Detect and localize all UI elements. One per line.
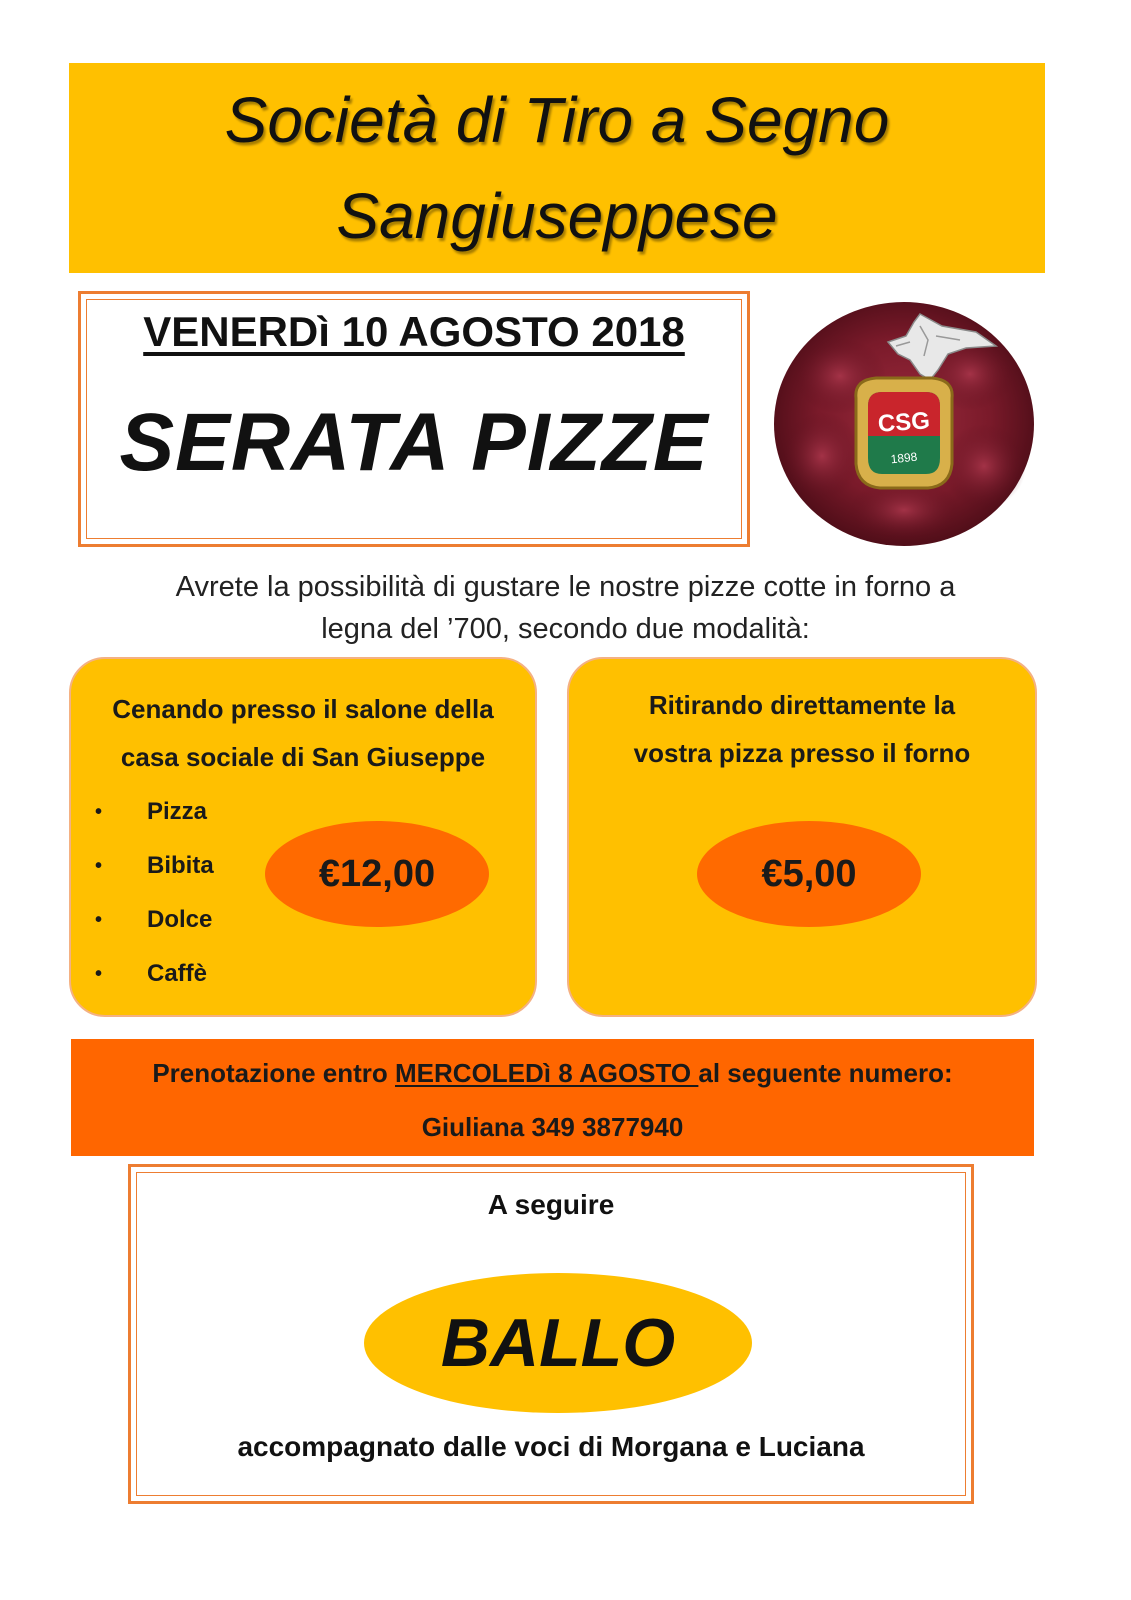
- bullet-icon: •: [95, 801, 103, 823]
- intro-line1: Avrete la possibilità di gustare le nostre pizze cotte in forno a: [175, 571, 956, 603]
- dine-in-price: €12,00: [265, 821, 489, 927]
- dance-follow-label: A seguire: [487, 1189, 615, 1220]
- csg-emblem-icon: [856, 378, 952, 488]
- club-name-line2: Sangiuseppese: [336, 180, 778, 252]
- header-banner: [69, 63, 1045, 273]
- takeaway-option-card: [567, 657, 1037, 1017]
- dance-title: BALLO: [364, 1273, 752, 1413]
- svg-text:CSG: CSG: [877, 407, 931, 438]
- intro-text: [60, 566, 1071, 650]
- booking-deadline: MERCOLEDì 8 AGOSTO: [395, 1058, 699, 1088]
- takeaway-title: Ritirando direttamente la vostra pizza presso il forno: [633, 690, 971, 768]
- bullet-icon: •: [95, 909, 103, 931]
- bullet-icon: •: [95, 963, 103, 985]
- takeaway-price: €5,00: [697, 821, 921, 927]
- event-title: SERATA PIZZE: [119, 397, 709, 488]
- svg-text:1898: 1898: [889, 449, 919, 467]
- event-date: VENERDì 10 AGOSTO 2018: [143, 308, 685, 355]
- booking-line: Prenotazione entro MERCOLEDì 8 AGOSTO al seguente numero:: [152, 1058, 953, 1088]
- intro-line2: legna del ’700, secondo due modalità:: [321, 613, 810, 645]
- club-name-line1: Società di Tiro a Segno: [224, 84, 890, 156]
- dine-in-option-card: Cenando presso il salone della casa sociale di San Giuseppe • Pizza • Bibita • Dolce • Caffè €12,00: [69, 657, 537, 1017]
- dance-box: [128, 1164, 974, 1504]
- dine-in-title: Cenando presso il salone della casa sociale di San Giuseppe: [112, 694, 494, 772]
- bullet-icon: •: [95, 855, 103, 877]
- booking-contact: Giuliana 349 3877940: [421, 1112, 684, 1142]
- dance-voices: accompagnato dalle voci di Morgana e Luciana: [237, 1431, 865, 1462]
- club-badge-image: [770, 296, 1038, 548]
- booking-banner: [71, 1039, 1034, 1156]
- event-box: [78, 291, 750, 547]
